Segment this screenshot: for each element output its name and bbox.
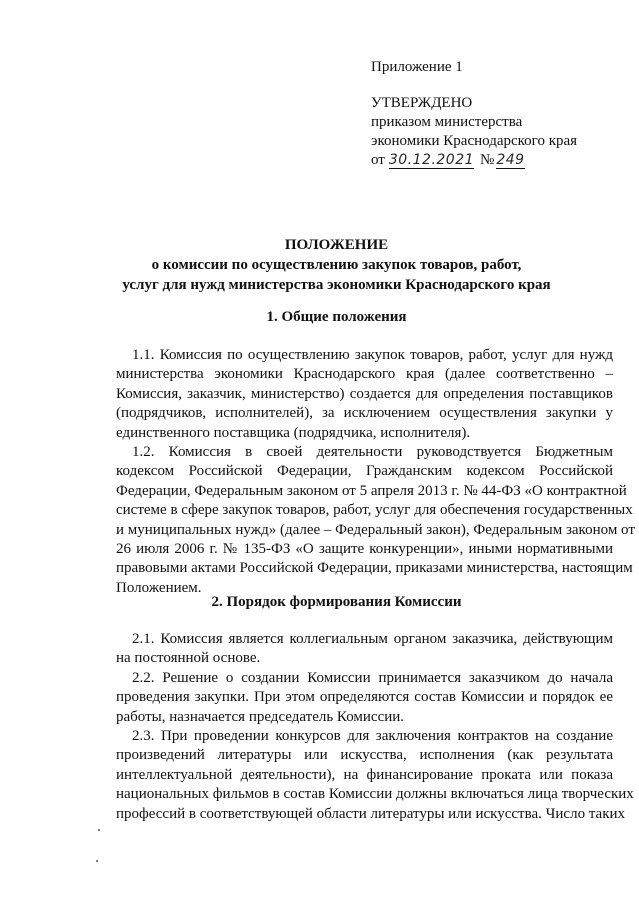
title-line-2: услуг для нужд министерства экономики Краснодарского края <box>122 277 551 293</box>
number-prefix: № <box>480 152 495 168</box>
text-line: Положением. <box>116 579 202 596</box>
appendix-label: Приложение 1 <box>371 59 463 75</box>
document-title <box>60 235 613 295</box>
approved-ministry: экономики Краснодарского края <box>371 133 578 149</box>
scan-speck <box>98 829 100 831</box>
text-line: проведения закупки. При этом определяются состав Комиссии и порядок ее <box>116 689 613 706</box>
approved-by-order: приказом министерства <box>371 114 523 130</box>
text-line: 2.1. Комиссия является коллегиальным органом заказчика, действующим <box>132 631 613 647</box>
title-heading: ПОЛОЖЕНИЕ <box>284 237 389 253</box>
text-line: 2.3. При проведении конкурсов для заключения контрактов на создание <box>132 728 613 744</box>
section-2-heading: 2. Порядок формирования Комиссии <box>211 594 462 610</box>
paragraph-1-2 <box>116 443 635 598</box>
handwritten-number: 249 <box>496 152 525 168</box>
text-line: правовыми актами Российской Федерации, приказами министерства, настоящим <box>116 560 633 577</box>
approved-label: УТВЕРЖДЕНО <box>371 95 473 111</box>
text-line: министерства экономики Краснодарского края (далее соответственно – <box>116 366 613 383</box>
date-prefix: от <box>371 152 385 168</box>
handwritten-date: 30.12.2021 <box>388 152 475 168</box>
section-1-heading: 1. Общие положения <box>266 309 407 325</box>
approval-date-line <box>371 151 577 170</box>
text-line: единственного поставщика (подрядчика, исполнителя). <box>116 424 471 441</box>
text-line: кодексом Российской Федерации, Гражданским кодексом Российской <box>116 463 613 480</box>
paragraph-2-3 <box>116 727 634 824</box>
text-line: работы, назначается председатель Комиссии. <box>116 708 405 725</box>
text-line: интеллектуальной деятельности), на финансирование проката или показа <box>116 766 613 783</box>
text-line: 1.1. Комиссия по осуществлению закупок товаров, работ, услуг для нужд <box>132 347 613 363</box>
text-line: системе в сфере закупок товаров, работ, услуг для обеспечения государственных <box>116 502 633 519</box>
paragraph-2-1 <box>116 630 613 669</box>
title-line-1: о комиссии по осуществлению закупок товаров, работ, <box>151 257 522 273</box>
text-line: на постоянной основе. <box>116 650 261 667</box>
approval-stamp-block <box>371 58 577 170</box>
text-line: профессий в соответствующей области литературы или искусства. Число таких <box>116 805 626 822</box>
paragraph-1-1 <box>116 346 613 443</box>
text-line: 26 июля 2006 г. № 135-ФЗ «О защите конкуренции», иными нормативными <box>116 541 613 558</box>
text-line: Комиссия, заказчик, министерство) создается для определения поставщиков <box>116 385 613 402</box>
text-line: произведений литературы или искусства, исполнения (как результата <box>116 747 613 764</box>
scan-speck <box>96 860 98 862</box>
text-line: (подрядчиков, исполнителей), за исключением осуществления закупки у <box>116 405 613 422</box>
text-line: и муниципальных нужд» (далее – Федеральный закон), Федеральным законом от <box>116 521 635 538</box>
paragraph-2-2 <box>116 669 613 727</box>
text-line: 2.2. Решение о создании Комиссии принимается заказчиком до начала <box>132 670 613 686</box>
text-line: 1.2. Комиссия в своей деятельности руководствуется Бюджетным <box>132 444 613 460</box>
text-line: национальных фильмов в состав Комиссии должны включаться лица творческих <box>116 786 634 803</box>
text-line: Федерации, Федеральным законом от 5 апреля 2013 г. № 44-ФЗ «О контрактной <box>116 482 627 499</box>
